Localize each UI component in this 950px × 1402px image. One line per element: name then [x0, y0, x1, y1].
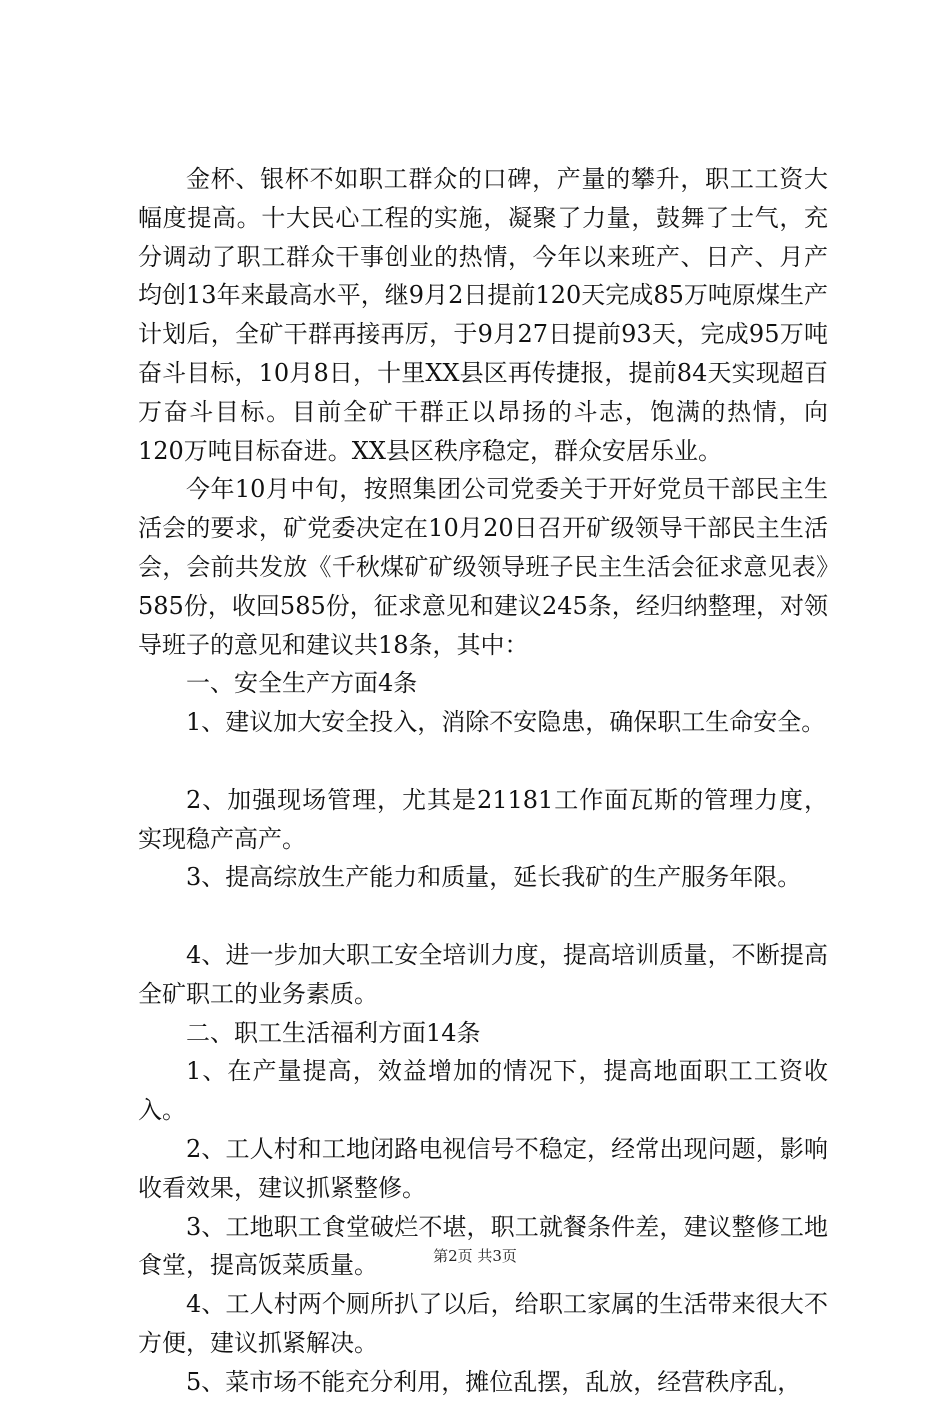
- list-item: 3、提高综放生产能力和质量，延长我矿的生产服务年限。: [186, 863, 802, 892]
- list-item: 4、工人村两个厕所扒了以后，给职工家属的生活带来很大不方便，建议抓紧解决。: [138, 1290, 828, 1357]
- list-item: 1、建议加大安全投入，消除不安隐患，确保职工生命安全。: [186, 708, 826, 737]
- list-item: 2、工人村和工地闭路电视信号不稳定，经常出现问题，影响收看效果，建议抓紧整修。: [138, 1134, 828, 1202]
- list-item: 1、在产量提高，效益增加的情况下，提高地面职工工资收入。: [138, 1057, 828, 1125]
- paragraph-democratic-meeting: 今年10月中旬，按照集团公司党委关于开好党员干部民主生活会的要求，矿党委决定在10月20日召开矿级领导干部民主生活会，会前共发放《千秋煤矿矿级领导班子民主生活会征求意见表》585份，收回585份，征求意见和建议245条，经归纳整理，对领导班子的意见和建议共18条，其中：: [138, 475, 828, 659]
- list-item: 3、工地职工食堂破烂不堪，职工就餐条件差，建议整修工地食堂，提高饭菜质量。: [138, 1212, 828, 1280]
- page-number-footer: 第2页 共3页: [433, 1247, 517, 1265]
- document-body: [138, 160, 828, 1402]
- list-item: 4、进一步加大职工安全培训力度，提高培训质量，不断提高全矿职工的业务素质。: [138, 940, 828, 1008]
- paragraph-achievements: 金杯、银杯不如职工群众的口碑，产量的攀升，职工工资大幅度提高。十大民心工程的实施，凝聚了力量，鼓舞了士气，充分调动了职工群众干事创业的热情，今年以来班产、日产、月产均创13年来最高水平，继9月2日提前120天完成85万吨原煤生产计划后，全矿干群再接再厉，于9月27日提前93天，完成95万吨奋斗目标，10月8日，十里XX县区再传捷报，提前84天实现超百万奋斗目标。目前全矿干群正以昂扬的斗志，饱满的热情，向120万吨目标奋进。XX县区秩序稳定，群众安居乐业。: [138, 165, 828, 465]
- blank-line: [138, 897, 828, 936]
- blank-line: [138, 742, 828, 781]
- section-heading-welfare: 二、职工生活福利方面14条: [186, 1018, 481, 1047]
- list-item: 2、加强现场管理，尤其是21181工作面瓦斯的管理力度，实现稳产高产。: [138, 785, 828, 853]
- section-heading-safety: 一、安全生产方面4条: [186, 669, 418, 698]
- list-item: 5、菜市场不能充分利用，摊位乱摆，乱放，经营秩序乱，: [186, 1367, 802, 1396]
